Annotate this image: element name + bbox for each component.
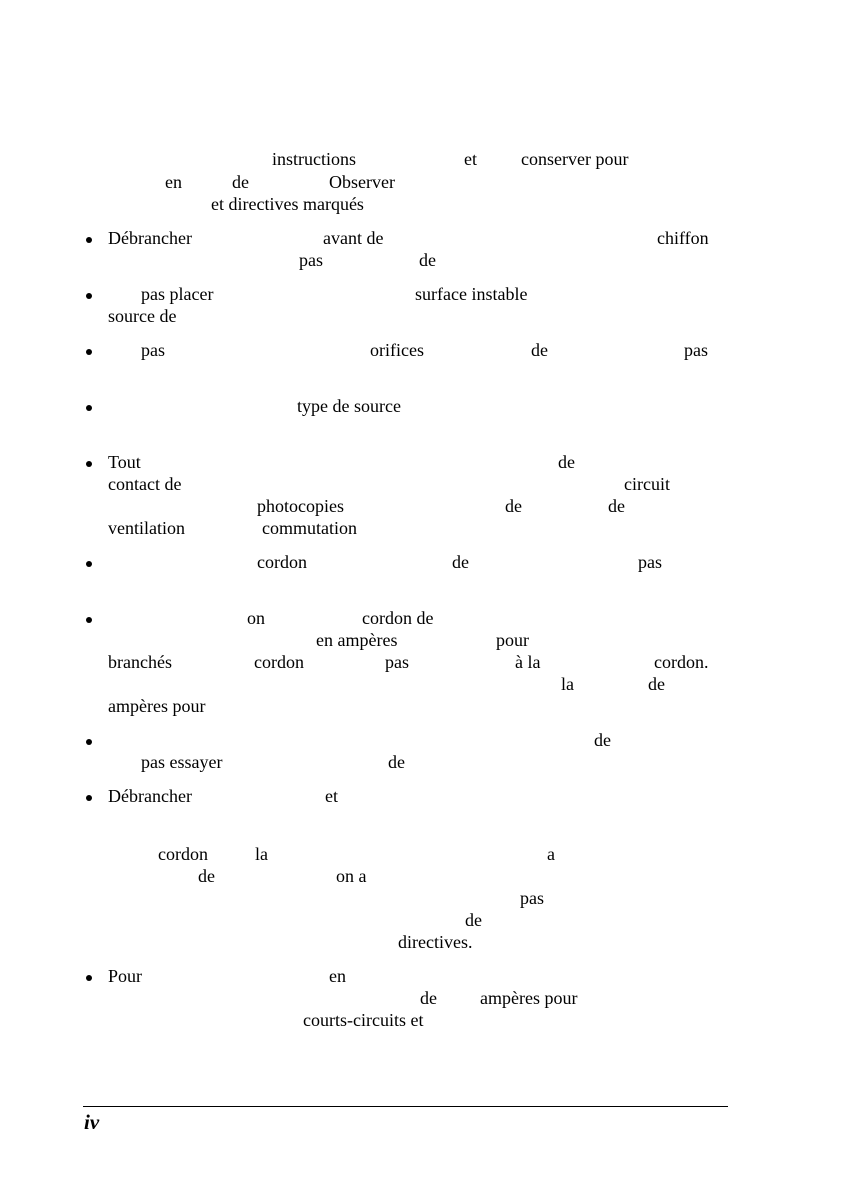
word: de — [452, 552, 469, 572]
word: chiffon — [657, 228, 709, 248]
word: surface instable — [415, 284, 528, 304]
word: Pour — [108, 966, 143, 986]
footer-rule — [83, 1106, 728, 1107]
bullet-icon — [86, 795, 92, 801]
word: la — [255, 844, 268, 864]
word: circuit — [624, 474, 670, 494]
word: cordon — [257, 552, 307, 572]
word: pas — [299, 250, 323, 270]
word: on a — [336, 866, 367, 886]
bullet-icon — [86, 617, 92, 623]
word: branchés — [108, 652, 172, 672]
word: contact de — [108, 474, 182, 494]
word: courts-circuits et — [303, 1010, 424, 1030]
word: cordon. — [654, 652, 709, 672]
word: de — [594, 730, 611, 750]
word: photocopies — [257, 496, 344, 516]
word: de — [420, 988, 437, 1008]
word: pas — [385, 652, 409, 672]
word: Débrancher — [108, 228, 192, 248]
word: pour — [496, 630, 529, 650]
bullet-icon — [86, 975, 92, 981]
word: conserver pour — [521, 149, 629, 169]
word: Débrancher — [108, 786, 192, 806]
word: pas essayer — [141, 752, 223, 772]
word: de — [465, 910, 482, 930]
word: de — [232, 172, 249, 192]
bullet-icon — [86, 561, 92, 567]
word: instructions — [272, 149, 356, 169]
word: a — [547, 844, 555, 864]
word: orifices — [370, 340, 424, 360]
bullet-icon — [86, 461, 92, 467]
word: en — [329, 966, 346, 986]
word: avant de — [323, 228, 384, 248]
word: pas — [141, 340, 165, 360]
word: et — [464, 149, 477, 169]
word: en ampères — [316, 630, 398, 650]
word: la — [561, 674, 574, 694]
word: ampères pour — [108, 696, 206, 716]
word: ampères pour — [480, 988, 578, 1008]
word: de — [505, 496, 522, 516]
word: on — [247, 608, 265, 628]
word: de — [419, 250, 436, 270]
word: directives. — [398, 932, 473, 952]
page-number: iv — [84, 1110, 100, 1134]
word: ventilation — [108, 518, 185, 538]
word: Tout — [108, 452, 141, 472]
word: de — [558, 452, 575, 472]
bullet-icon — [86, 405, 92, 411]
word: de — [531, 340, 548, 360]
word: cordon — [158, 844, 208, 864]
word: pas — [638, 552, 662, 572]
word: de — [388, 752, 405, 772]
word: en — [165, 172, 182, 192]
word: à la — [515, 652, 541, 672]
bullet-icon — [86, 293, 92, 299]
word: type de source — [297, 396, 401, 416]
word: et directives marqués — [211, 194, 364, 214]
bullet-icon — [86, 237, 92, 243]
word: source de — [108, 306, 177, 326]
word: pas — [684, 340, 708, 360]
word: pas — [520, 888, 544, 908]
word: pas placer — [141, 284, 214, 304]
word: et — [325, 786, 338, 806]
word: cordon de — [362, 608, 434, 628]
word: Observer — [329, 172, 395, 192]
bullet-icon — [86, 349, 92, 355]
word: de — [648, 674, 665, 694]
word: cordon — [254, 652, 304, 672]
word: de — [608, 496, 625, 516]
bullet-icon — [86, 739, 92, 745]
word: de — [198, 866, 215, 886]
word: commutation — [262, 518, 357, 538]
